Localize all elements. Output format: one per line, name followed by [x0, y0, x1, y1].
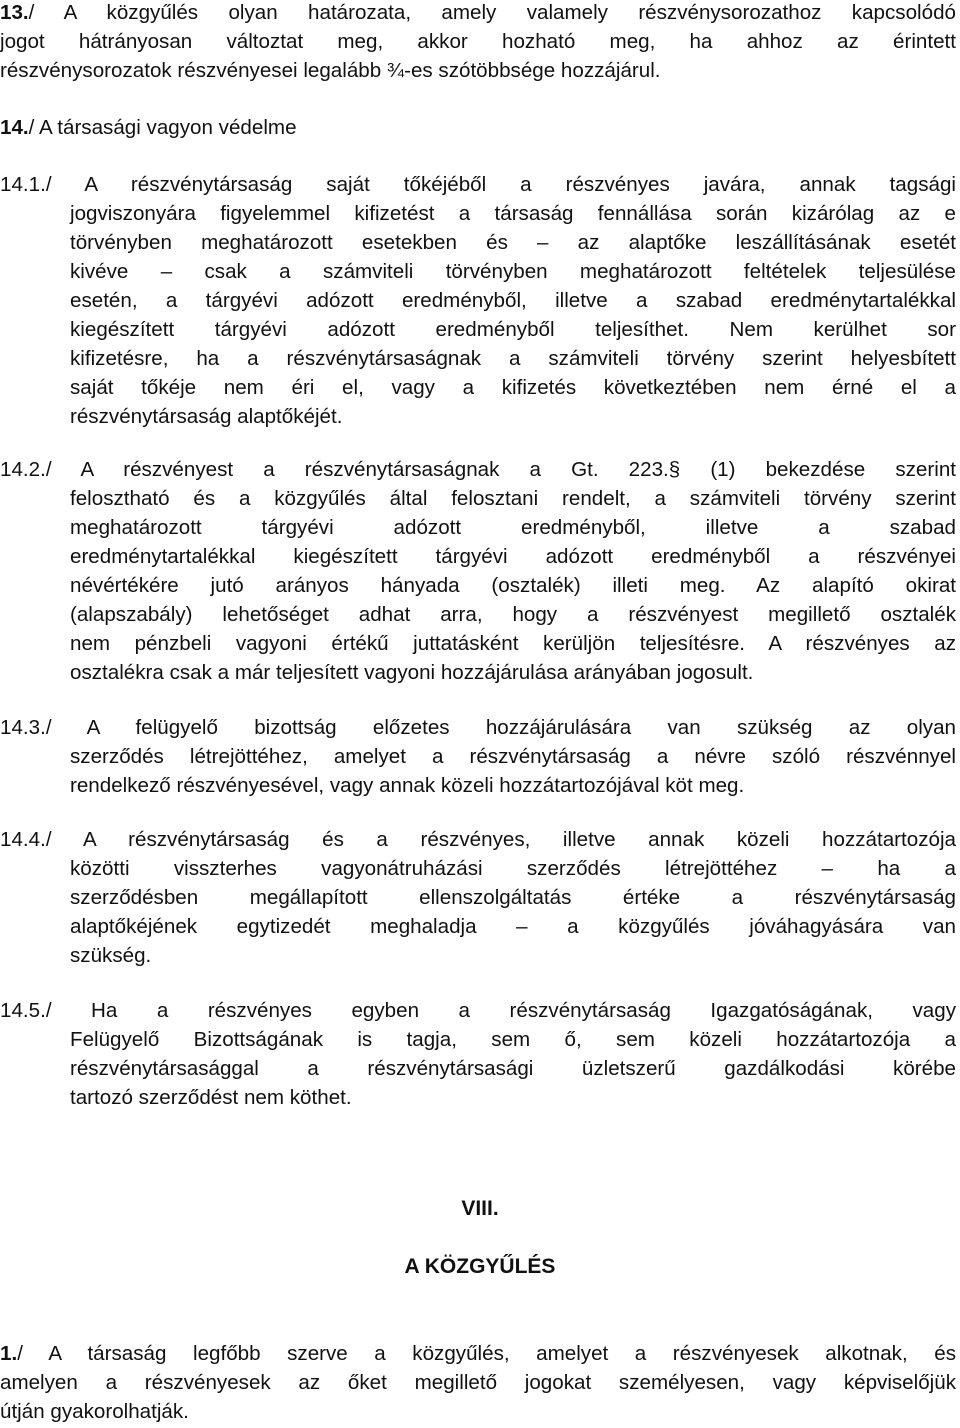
- para-14-1-number: 14.1.: [0, 173, 46, 196]
- para-14-2-line: felosztható és a közgyűlés által felosztani rendelt, a számviteli törvény szerint: [70, 487, 956, 510]
- para-14-1-line: saját tőkéje nem éri el, vagy a kifizetés következtében nem érné el a: [70, 376, 956, 399]
- para-14-1-first-line: [0, 170, 956, 199]
- para-14-2-number: 14.2.: [0, 458, 46, 481]
- para-14-4-first-line: [0, 825, 956, 854]
- para-14-5-line: Felügyelő Bizottságának is tagja, sem ő, sem közeli hozzátartozója a: [70, 1028, 956, 1051]
- para-14-3-line: rendelkező részvényesével, vagy annak közeli hozzátartozójával köt meg.: [70, 774, 745, 797]
- para-14-1-line: törvényben meghatározott esetekben és – az alaptőke leszállításának esetét: [70, 231, 956, 254]
- section-13-line: részvénysorozatok részvényesei legalább ¾-es szótöbbsége hozzájárul.: [0, 59, 661, 82]
- para-14-3-text: / A felügyelő bizottság előzetes hozzájárulására van szükség az olyan: [45, 716, 956, 739]
- para-14-2-text: / A részvényest a részvénytársaságnak a Gt. 223.§ (1) bekezdése szerint: [45, 458, 956, 481]
- para-1-first-line: [0, 1339, 956, 1368]
- para-14-1-line: kiegészített tárgyévi adózott eredményből teljesíthet. Nem kerülhet sor: [70, 318, 956, 341]
- para-14-3-number: 14.3.: [0, 716, 46, 739]
- para-14-4-line: szükség.: [70, 944, 152, 967]
- section-14-title: / A társasági vagyon védelme: [28, 116, 297, 139]
- para-14-1-line: esetén, a tárgyévi adózott eredményből, illetve a szabad eredménytartalékkal: [70, 289, 956, 312]
- para-14-4-text: / A részvénytársaság és a részvényes, illetve annak közeli hozzátartozója: [45, 828, 956, 851]
- section-13-line: [0, 0, 956, 27]
- para-1-line: útján gyakorolhatják.: [0, 1400, 189, 1423]
- para-14-5-first-line: [0, 996, 956, 1025]
- para-14-1-line: kifizetésre, ha a részvénytársaságnak a számviteli törvény szerint helyesbített: [70, 347, 956, 370]
- section-14-number: 14.: [0, 116, 29, 139]
- para-14-4-number: 14.4.: [0, 828, 46, 851]
- para-14-2-line: névértékére jutó arányos hányada (osztalék) illeti meg. Az alapító okirat: [70, 574, 956, 597]
- para-14-2-first-line: [0, 455, 956, 484]
- para-14-4-line: szerződésben megállapított ellenszolgáltatás értéke a részvénytársaság: [70, 886, 956, 909]
- para-14-1-line: jogviszonyára figyelemmel kifizetést a társaság fennállása során kizárólag az e: [70, 202, 956, 225]
- para-14-2-line: eredménytartalékkal kiegészített tárgyévi adózott eredményből a részvényei: [70, 545, 956, 568]
- para-14-3-line: szerződés létrejöttéhez, amelyet a részvénytársaság a névre szóló részvénnyel: [70, 745, 956, 768]
- chapter-number: VIII.: [461, 1197, 499, 1220]
- para-14-1-line: részvénytársaság alaptőkéjét.: [70, 405, 343, 428]
- para-14-4-line: közötti visszterhes vagyonátruházási szerződés létrejöttéhez – ha a: [70, 857, 956, 880]
- section-13-line: jogot hátrányosan változtat meg, akkor hozható meg, ha ahhoz az érintett: [0, 30, 956, 53]
- para-14-1-text: / A részvénytársaság saját tőkéjéből a részvényes javára, annak tagsági: [45, 173, 956, 196]
- para-14-5-line: tartozó szerződést nem köthet.: [70, 1086, 352, 1109]
- section-14-heading: [0, 113, 956, 142]
- section-13-number: 13.: [0, 1, 29, 24]
- para-1-number: 1.: [0, 1342, 18, 1365]
- para-14-2-line: meghatározott tárgyévi adózott eredményből, illetve a szabad: [70, 516, 956, 539]
- para-14-5-number: 14.5.: [0, 999, 46, 1022]
- para-14-5-line: részvénytársasággal a részvénytársasági üzletszerű gazdálkodási körébe: [70, 1057, 956, 1080]
- section-13-text: / A közgyűlés olyan határozata, amely valamely részvénysorozathoz kapcsolódó: [28, 1, 956, 24]
- para-14-4-line: alaptőkéjének egytizedét meghaladja – a közgyűlés jóváhagyására van: [70, 915, 956, 938]
- para-1-line: amelyen a részvényesek az őket megillető jogokat személyesen, vagy képviselőjük: [0, 1371, 956, 1394]
- para-1-text: / A társaság legfőbb szerve a közgyűlés, amelyet a részvényesek alkotnak, és: [17, 1342, 956, 1365]
- para-14-5-text: / Ha a részvényes egyben a részvénytársaság Igazgatóságának, vagy: [45, 999, 956, 1022]
- para-14-2-line: (alapszabály) lehetőséget adhat arra, hogy a részvényest megillető osztalék: [70, 603, 956, 626]
- chapter-title: A KÖZGYŰLÉS: [404, 1255, 556, 1278]
- para-14-2-line: osztalékra csak a már teljesített vagyoni hozzájárulása arányában jogosult.: [70, 661, 754, 684]
- para-14-2-line: nem pénzbeli vagyoni értékű juttatásként kerüljön teljesítésre. A részvényes az: [70, 632, 956, 655]
- para-14-3-first-line: [0, 713, 956, 742]
- para-14-1-line: kivéve – csak a számviteli törvényben meghatározott feltételek teljesülése: [70, 260, 956, 283]
